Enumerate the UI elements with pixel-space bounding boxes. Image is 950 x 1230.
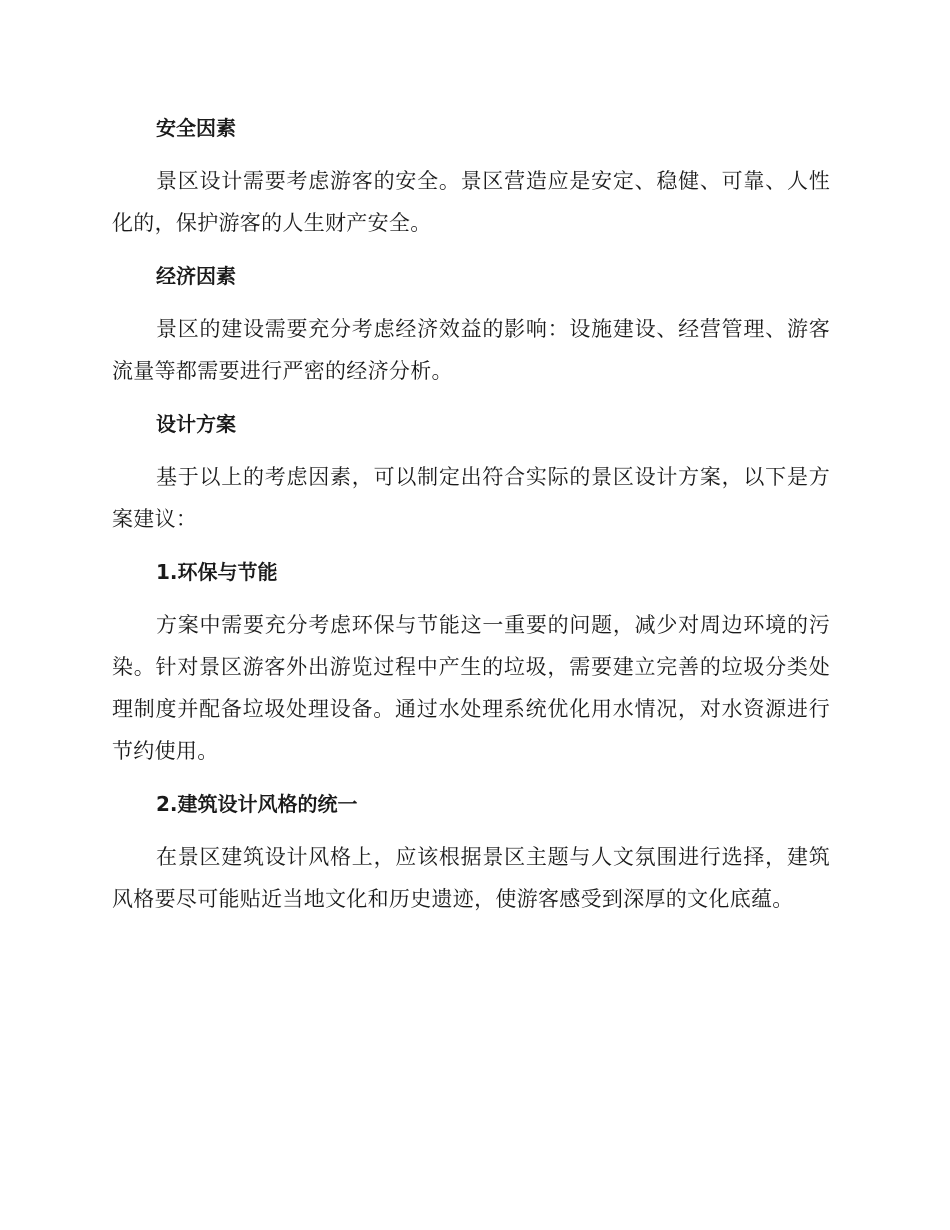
- section-paragraph-architecture-style: 在景区建筑设计风格上，应该根据景区主题与人文氛围进行选择，建筑风格要尽可能贴近当地文化和历史遗迹，使游客感受到深厚的文化底蕴。: [112, 845, 830, 911]
- section-heading-economy: 经济因素: [156, 264, 236, 288]
- section-heading-architecture-style: 2.建筑设计风格的统一: [156, 792, 358, 816]
- section-heading-safety: 安全因素: [156, 116, 236, 140]
- section-paragraph-design-plan: 基于以上的考虑因素，可以制定出符合实际的景区设计方案，以下是方案建议：: [112, 465, 830, 531]
- section-heading-design-plan: 设计方案: [156, 412, 236, 436]
- section-paragraph-eco-energy: 方案中需要充分考虑环保与节能这一重要的问题，减少对周边环境的污染。针对景区游客外出游览过程中产生的垃圾，需要建立完善的垃圾分类处理制度并配备垃圾处理设备。通过水处理系统优化用水情况，对水资源进行节约使用。: [112, 613, 830, 763]
- document-page: [112, 108, 830, 932]
- section-paragraph-economy: 景区的建设需要充分考虑经济效益的影响：设施建设、经营管理、游客流量等都需要进行严密的经济分析。: [112, 317, 830, 383]
- section-paragraph-safety: 景区设计需要考虑游客的安全。景区营造应是安定、稳健、可靠、人性化的，保护游客的人生财产安全。: [112, 169, 830, 235]
- section-heading-eco-energy: 1.环保与节能: [156, 560, 278, 584]
